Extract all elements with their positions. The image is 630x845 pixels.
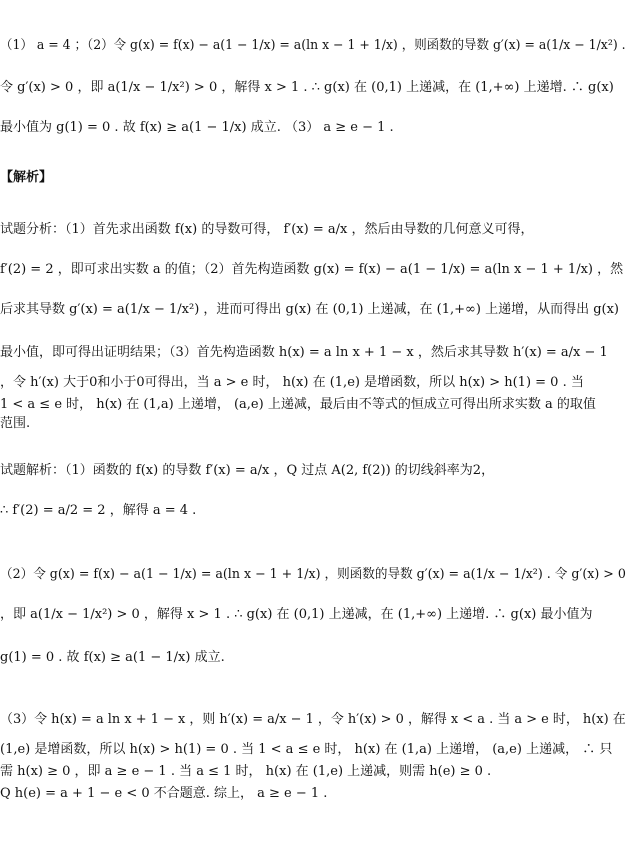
analysis-line-7: 范围. [0,416,31,431]
solution-2-line-1: （2）令 g(x) = f(x) − a(1 − 1/x) = a(ln x − 1 + 1/x) ，则函数的导数 g′(x) = a(1/x − 1/x²) . 令 g′(x) > 0 [0,567,626,582]
solution-2-line-2: ，即 a(1/x − 1/x²) > 0 ，解得 x > 1 . ∴ g(x) 在 (0,1) 上递减，在 (1,+∞) 上递增. ∴ g(x) 最小值为 [0,607,593,622]
analysis-line-5: ，令 h′(x) 大于0和小于0可得出，当 a > e 时， h(x) 在 (1,e) 是增函数，所以 h(x) > h(1) = 0 . 当 [0,375,584,390]
analysis-line-4: 最小值，即可得出证明结果；（3）首先构造函数 h(x) = a ln x + 1 − x ，然后求其导数 h′(x) = a/x − 1 [0,345,608,360]
analysis-heading: 【解析】 [0,170,53,185]
solution-3-line-4: Q h(e) = a + 1 − e < 0 不合题意. 综上， a ≥ e − 1 . [0,786,328,801]
solution-3-line-3: 需 h(x) ≥ 0 ，即 a ≥ e − 1 . 当 a ≤ 1 时， h(x) 在 (1,e) 上递减，则需 h(e) ≥ 0 . [0,764,492,779]
answer-line-2: 令 g′(x) > 0 ，即 a(1/x − 1/x²) > 0 ，解得 x > 1 . ∴ g(x) 在 (0,1) 上递减，在 (1,+∞) 上递增. ∴ g(x) [0,80,614,95]
answer-line-3: 最小值为 g(1) = 0 . 故 f(x) ≥ a(1 − 1/x) 成立. （3） a ≥ e − 1 . [0,120,394,135]
analysis-line-6: 1 < a ≤ e 时， h(x) 在 (1,a) 上递增， (a,e) 上递减，最后由不等式的恒成立可得出所求实数 a 的取值 [0,397,596,412]
analysis-line-3: 后求其导数 g′(x) = a(1/x − 1/x²) ，进而可得出 g(x) 在 (0,1) 上递减，在 (1,+∞) 上递增，从而得出 g(x) [0,302,620,317]
analysis-line-1: 试题分析：（1）首先求出函数 f(x) 的导数可得， f′(x) = a/x ，然后由导数的几何意义可得， [0,222,534,237]
solution-3-line-2: (1,e) 是增函数，所以 h(x) > h(1) = 0 . 当 1 < a ≤ e 时， h(x) 在 (1,a) 上递增， (a,e) 上递减， ∴ 只 [0,742,613,757]
solution-2-line-3: g(1) = 0 . 故 f(x) ≥ a(1 − 1/x) 成立. [0,650,225,665]
answer-line-1: （1） a = 4 ；（2）令 g(x) = f(x) − a(1 − 1/x) = a(ln x − 1 + 1/x) ，则函数的导数 g′(x) = a(1/x − 1/x²) . [0,38,626,53]
solution-1-line-2: ∴ f′(2) = a/2 = 2 ，解得 a = 4 . [0,503,197,518]
solution-1-line-1: 试题解析：（1）函数的 f(x) 的导数 f′(x) = a/x ，Q 过点 A(2, f(2)) 的切线斜率为2， [0,463,495,478]
analysis-line-2: f′(2) = 2 ，即可求出实数 a 的值；（2）首先构造函数 g(x) = f(x) − a(1 − 1/x) = a(ln x − 1 + 1/x) ，然 [0,262,624,277]
solution-3-line-1: （3）令 h(x) = a ln x + 1 − x ，则 h′(x) = a/x − 1 ，令 h′(x) > 0 ，解得 x < a . 当 a > e 时， h(x) 在 [0,712,626,727]
